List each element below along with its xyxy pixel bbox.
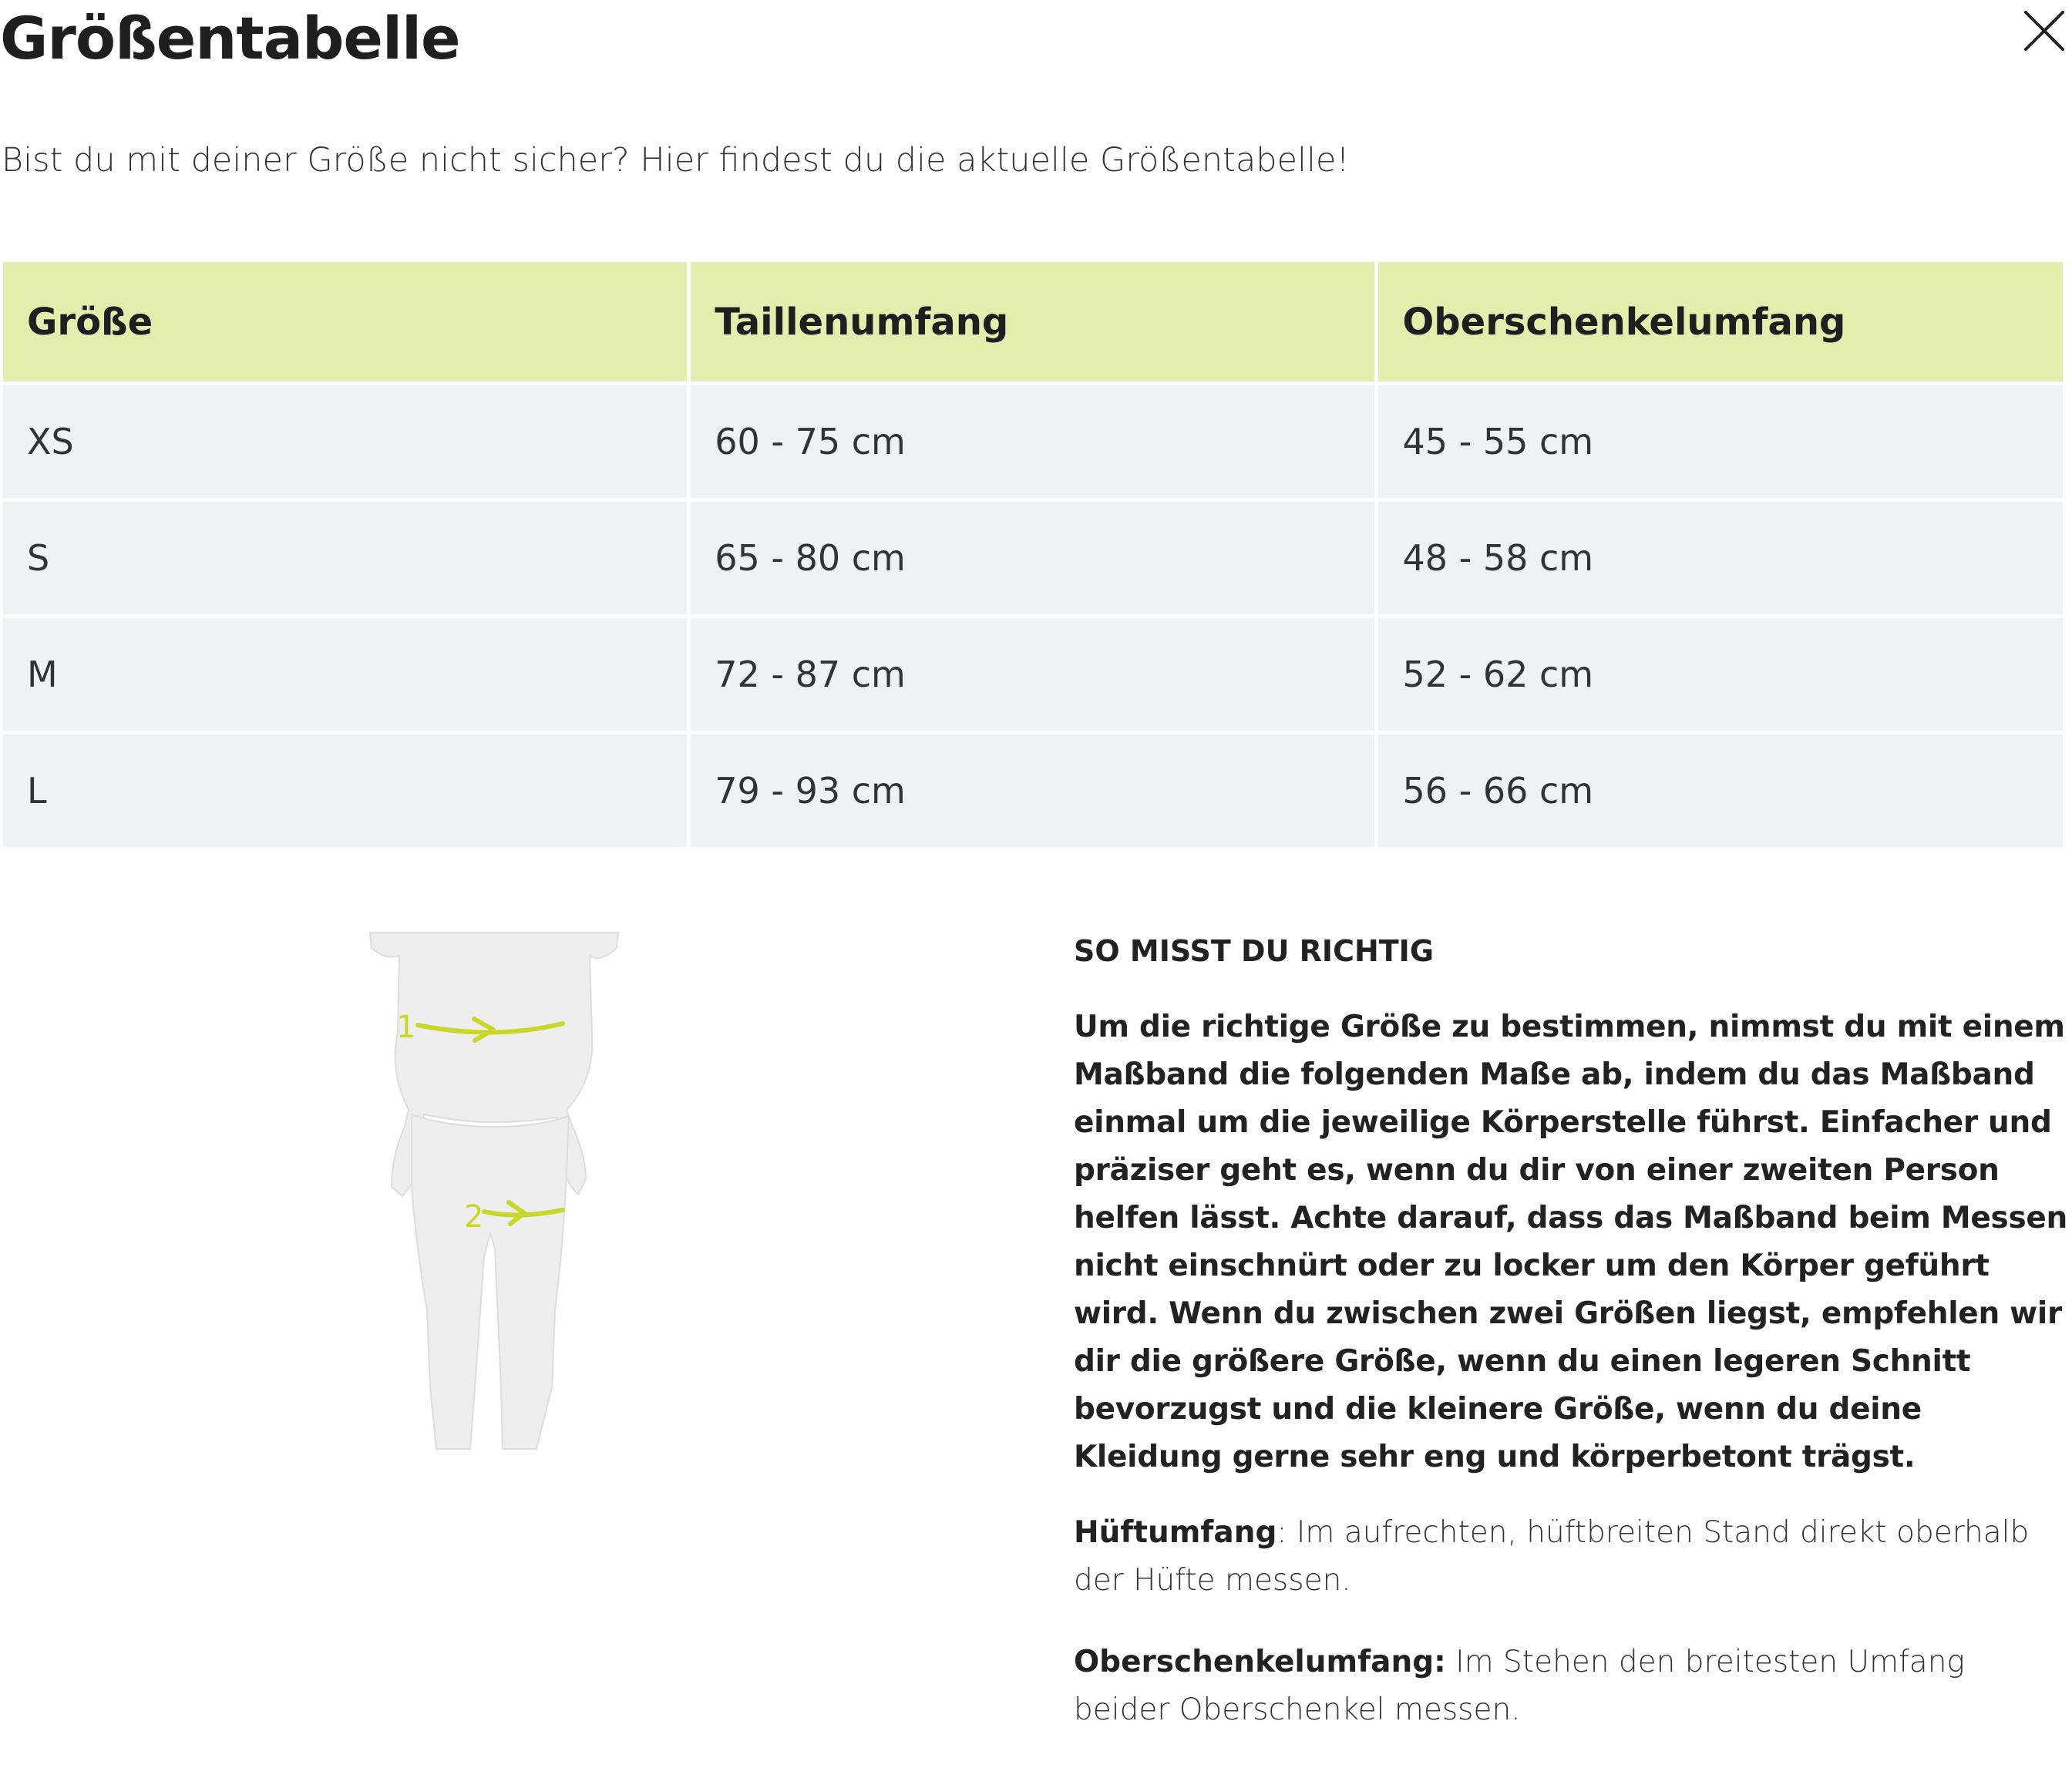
cell-waist: 72 - 87 cm [691, 618, 1374, 731]
cell-thigh: 52 - 62 cm [1378, 618, 2063, 731]
table-row [3, 734, 2063, 847]
header-thigh: Oberschenkelumfang [1378, 262, 2063, 381]
legs-shape [412, 1114, 569, 1449]
size-table [0, 258, 2067, 851]
cell-size: L [3, 734, 687, 847]
thigh-text: Im Stehen den breitesten Umfang beider Oberschenkel messen. [1074, 1645, 1965, 1727]
cell-size: S [3, 502, 687, 614]
cell-thigh: 56 - 66 cm [1378, 734, 2063, 847]
cell-waist: 79 - 93 cm [691, 734, 1374, 847]
thigh-marker-number: 2 [464, 1199, 484, 1235]
modal-title: Größentabelle [0, 4, 460, 72]
table-row [3, 618, 2063, 731]
thigh-term: Oberschenkelumfang: [1074, 1645, 1446, 1679]
waist-marker-number: 1 [396, 1010, 416, 1045]
modal-subtitle: Bist du mit deiner Größe nicht sicher? Hier findest du die aktuelle Größentabelle! [2, 141, 1350, 180]
header-waist: Taillenumfang [691, 262, 1374, 381]
cell-thigh: 45 - 55 cm [1378, 385, 2063, 498]
close-icon [2018, 5, 2070, 57]
cell-size: XS [3, 385, 687, 498]
header-size: Größe [3, 262, 687, 381]
cell-thigh: 48 - 58 cm [1378, 502, 2063, 614]
measuring-guide [1074, 929, 2068, 1768]
table-row [3, 502, 2063, 614]
guide-heading: SO MISST DU RICHTIG [1074, 934, 1435, 968]
cell-size: M [3, 618, 687, 731]
cell-waist: 60 - 75 cm [691, 385, 1374, 498]
body-illustration [331, 925, 655, 1464]
measurement-figure [331, 925, 655, 1464]
close-button[interactable] [2018, 5, 2070, 57]
table-row [3, 385, 2063, 498]
cell-waist: 65 - 80 cm [691, 502, 1374, 614]
hip-instruction [1074, 1509, 2068, 1605]
guide-intro: Um die richtige Größe zu bestimmen, nimmst du mit einem Maßband die folgenden Maße ab, indem du das Maßband einmal um die jeweilige Körperstelle führst. Einfacher und präziser geht es, wenn du dir von einer zweiten Person helfen lässt. Achte darauf, dass das Maßband beim Messen nicht einschnürt oder zu locker um den Körper geführt wird. Wenn du zwischen zwei Größen liegst, empfehlen wir dir die größere Größe, wenn du einen legeren Schnitt bevorzugst und die kleinere Größe, wenn du deine Kleidung gerne sehr eng und körperbetont trägst. [1074, 1010, 2067, 1474]
table-header-row [3, 262, 2063, 381]
hip-term: Hüftumfang [1074, 1515, 1277, 1550]
hip-text: : Im aufrechten, hüftbreiten Stand direkt oberhalb der Hüfte messen. [1074, 1515, 2030, 1598]
thigh-instruction [1074, 1639, 2068, 1734]
